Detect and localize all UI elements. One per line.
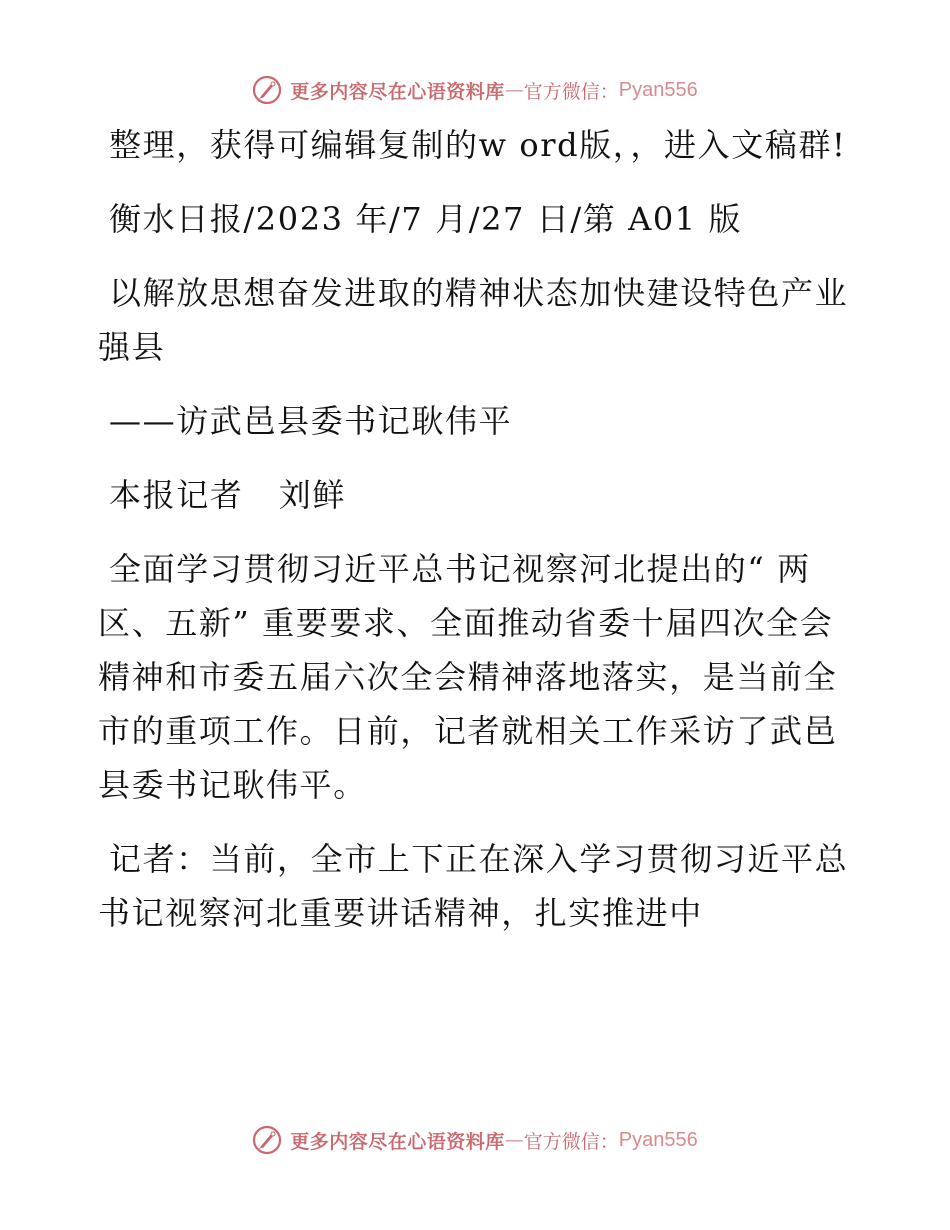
watermark-title: 更多内容尽在心语资料库 — [290, 80, 505, 103]
watermark-contact-id: Pyan556 — [618, 1128, 698, 1151]
quill-logo-icon — [252, 75, 282, 105]
watermark-title: 更多内容尽在心语资料库 — [290, 1130, 505, 1153]
byline: 本报记者 刘鲜 — [109, 476, 346, 514]
source-line: 衡水日报/2023 年/7 月/27 日/第 A01 版 — [109, 200, 743, 238]
question-paragraph: 记者：当前，全市上下正在深入学习贯彻习近平总书记视察河北重要讲话精神，扎实推进中 — [98, 840, 849, 932]
watermark-contact-label: 官方微信： — [523, 1130, 619, 1153]
intro-note: 整理，获得可编辑复制的w ord版，，进入文稿群! — [109, 126, 847, 164]
lead-paragraph: 全面学习贯彻习近平总书记视察河北提出的“ 两区、五新” 重要要求、全面推动省委十届四次全会精神和市委五届六次全会精神落地落实，是当前全市的重项工作。日前，记者就相关工作采访了武邑县委书记耿伟平。 — [98, 550, 838, 804]
watermark-header — [0, 70, 950, 110]
article-subtitle: ——访武邑县委书记耿伟平 — [109, 402, 513, 440]
quill-logo-icon — [252, 1125, 282, 1155]
watermark-contact-label: 官方微信： — [523, 80, 619, 103]
watermark-contact-id: Pyan556 — [618, 78, 698, 101]
article-title: 以解放思想奋发进取的精神状态加快建设特色产业强县 — [98, 274, 849, 366]
document-body — [98, 118, 850, 960]
watermark-separator: — — [504, 1129, 524, 1151]
watermark-footer — [0, 1120, 950, 1160]
watermark-separator: — — [504, 79, 524, 101]
